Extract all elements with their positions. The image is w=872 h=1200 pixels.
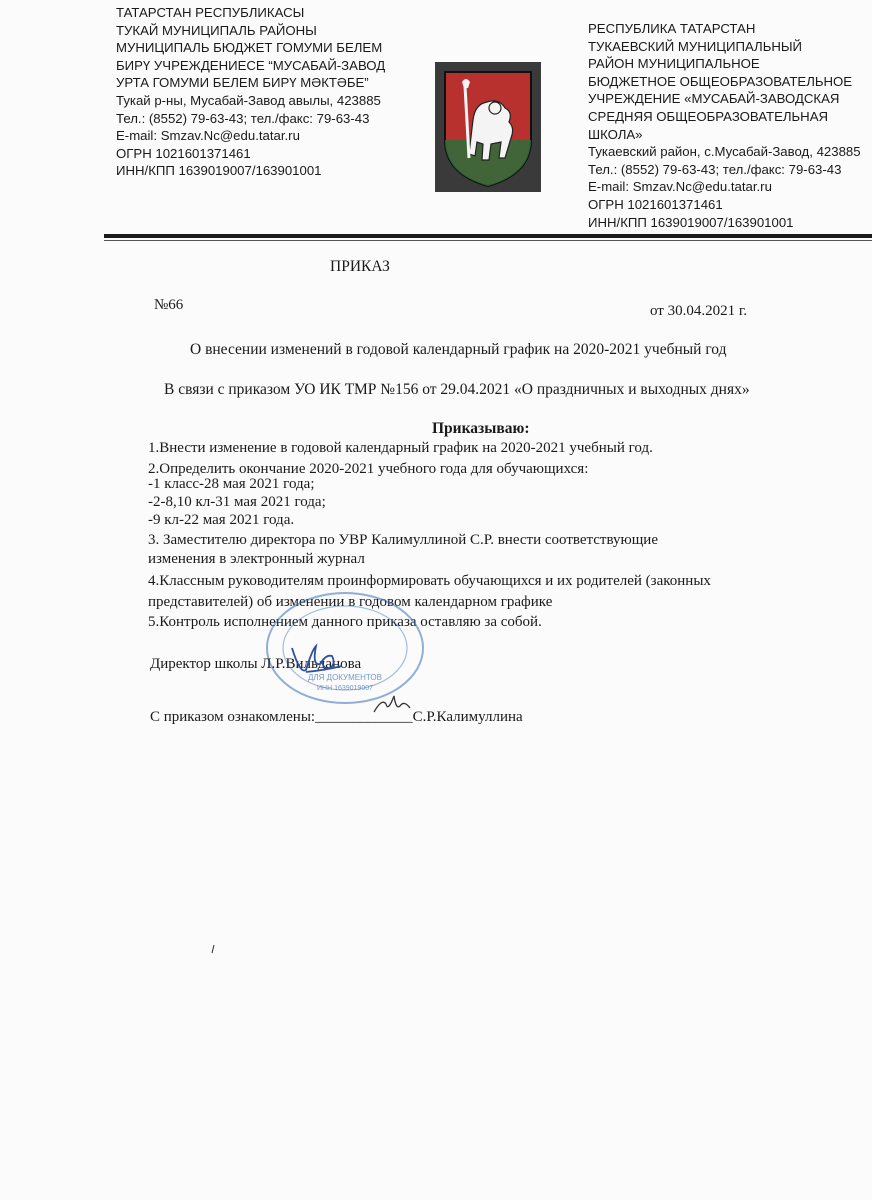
document-number: №66 (154, 297, 184, 313)
header-right-line: ТУКАЕВСКИЙ МУНИЦИПАЛЬНЫЙ (588, 38, 803, 54)
header-right-ogrn: ОГРН 1021601371461 (588, 196, 723, 212)
header-left-ogrn: ОГРН 1021601371461 (116, 145, 251, 161)
header-right-inn: ИНН/КПП 1639019007/163901001 (588, 214, 794, 230)
order-item: 3. Заместителю директора по УВР Калимуллиной С.Р. внести соответствующие (148, 532, 658, 548)
header-right-line: БЮДЖЕТНОЕ ОБЩЕОБРАЗОВАТЕЛЬНОЕ (588, 73, 853, 89)
header-right-phone: Тел.: (8552) 79-63-43; тел./факс: 79-63-43 (588, 161, 842, 177)
document-subject: О внесении изменений в годовой календарный график на 2020-2021 учебный год (190, 341, 727, 358)
header-right-line: РЕСПУБЛИКА ТАТАРСТАН (588, 21, 756, 36)
stamp-text: ИНН 1639019007 (316, 685, 374, 692)
order-heading: Приказываю: (432, 420, 530, 437)
document-date: от 30.04.2021 г. (650, 303, 748, 319)
header-left-block (116, 4, 446, 180)
header-right-line: ШКОЛА» (588, 126, 643, 142)
header-right-line: СРЕДНЯЯ ОБЩЕОБРАЗОВАТЕЛЬНАЯ (588, 108, 829, 124)
order-item: -1 класс-28 мая 2021 года; (148, 476, 315, 492)
header-left-address: Тукай р-ны, Мусабай-Завод авылы, 423885 (116, 92, 381, 108)
header-right-block (588, 20, 872, 231)
header-right-line: УЧРЕЖДЕНИЕ «МУСАБАЙ-ЗАВОДСКАЯ (588, 91, 840, 107)
order-item: 2.Определить окончание 2020-2021 учебного года для обучающихся: (148, 461, 589, 477)
header-left-phone: Тел.: (8552) 79-63-43; тел./факс: 79-63-43 (116, 110, 370, 126)
order-item: -2-8,10 кл-31 мая 2021 года; (148, 494, 326, 510)
header-divider-thin (104, 240, 872, 241)
stamp-text: ДЛЯ ДОКУМЕНТОВ (307, 673, 383, 682)
order-item: изменения в электронный журнал (148, 551, 365, 567)
order-item: представителей) об изменении в годовом календарном графике (148, 594, 553, 610)
header-left-line: ТУКАЙ МУНИЦИПАЛЬ РАЙОНЫ (116, 22, 317, 38)
acknowledgement-signature (370, 690, 414, 720)
header-left-line: БИРҮ УЧРЕЖДЕНИЕСЕ “МУСАБАЙ-ЗАВОД (116, 57, 386, 73)
director-signature (286, 640, 346, 682)
director-signature-line: Директор школы Л.Р.Вильданова (150, 656, 362, 672)
acknowledgement-line: С приказом ознакомлены:_____________С.Р.Калимуллина (150, 709, 523, 725)
order-item: 1.Внести изменение в годовой календарный график на 2020-2021 учебный год. (148, 440, 653, 456)
header-divider (104, 234, 872, 238)
order-item: 4.Классным руководителям проинформировать обучающихся и их родителей (законных (148, 573, 711, 589)
document-title: ПРИКАЗ (330, 258, 390, 275)
coat-of-arms-icon (435, 62, 541, 192)
header-left-line: УРТА ГОМУМИ БЕЛЕМ БИРҮ МӘКТӘБЕ” (116, 75, 369, 91)
header-right-email: E-mail: Smzav.Nc@edu.tatar.ru (588, 179, 772, 195)
header-right-line: РАЙОН МУНИЦИПАЛЬНОЕ (588, 56, 760, 72)
header-left-line: ТАТАРСТАН РЕСПУБЛИКАСЫ (116, 5, 305, 20)
order-item: -9 кл-22 мая 2021 года. (148, 512, 295, 528)
pen-mark (210, 944, 216, 954)
order-item: 5.Контроль исполнением данного приказа оставляю за собой. (148, 614, 542, 630)
document-basis: В связи с приказом УО ИК ТМР №156 от 29.04.2021 «О праздничных и выходных днях» (164, 381, 750, 398)
header-left-inn: ИНН/КПП 1639019007/163901001 (116, 163, 322, 179)
header-right-address: Тукаевский район, с.Мусабай-Завод, 423885 (588, 144, 861, 160)
header-left-email: E-mail: Smzav.Nc@edu.tatar.ru (116, 128, 300, 144)
header-left-line: МУНИЦИПАЛЬ БЮДЖЕТ ГОМУМИ БЕЛЕМ (116, 40, 383, 56)
